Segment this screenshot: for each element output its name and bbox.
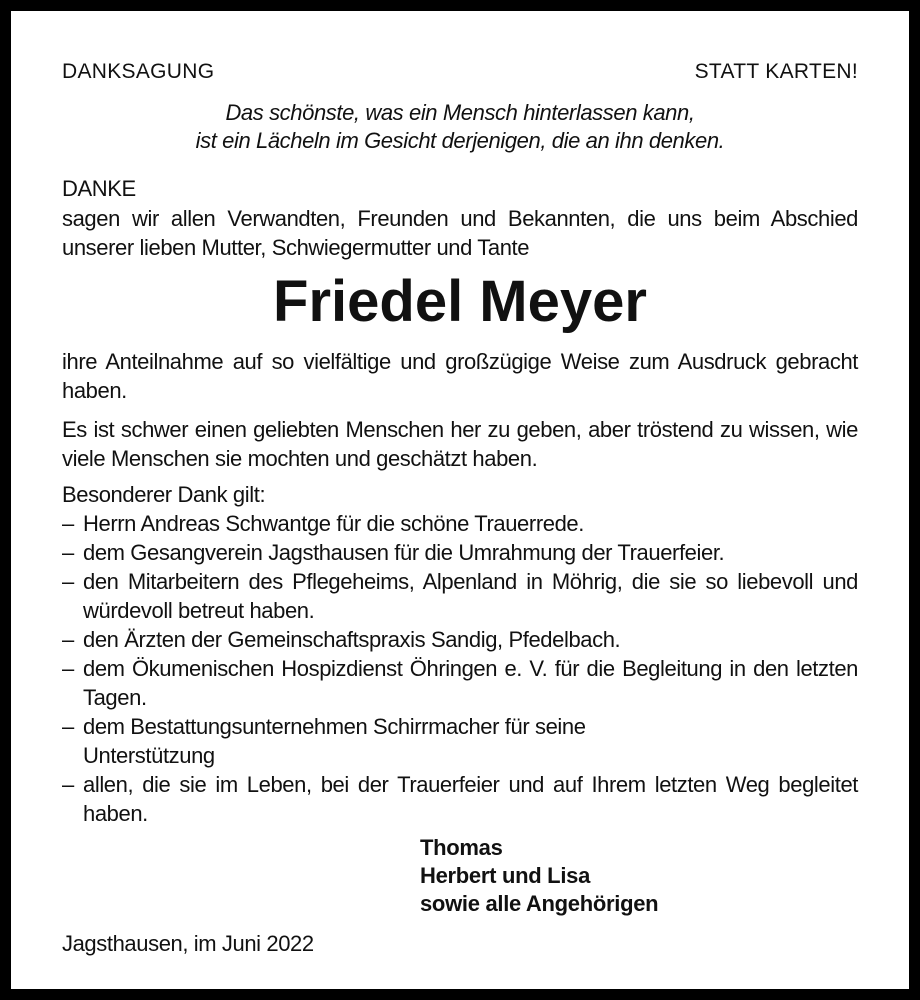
thanks-heading: Besonderer Dank gilt:: [62, 482, 266, 507]
list-item-text: allen, die sie im Leben, bei der Trauerfeier und auf Ihrem letzten Weg begleitet haben.: [83, 772, 858, 826]
dash: –: [62, 569, 74, 594]
list-item: [62, 654, 858, 712]
intro: [62, 174, 858, 262]
dash: –: [62, 656, 74, 681]
dash: –: [62, 511, 74, 536]
intro-text: sagen wir allen Verwandten, Freunden und Bekannten, die uns beim Abschied unserer lieben Mutter, Schwiegermutter und Tante: [62, 206, 858, 260]
paragraph: Es ist schwer einen geliebten Menschen her zu geben, aber tröstend zu wissen, wie viele Menschen sie mochten und geschätzt haben.: [62, 417, 858, 471]
thanks-list: [62, 509, 858, 828]
list-item-text: Herrn Andreas Schwantge für die schöne Trauerrede.: [83, 511, 584, 536]
dash: –: [62, 540, 74, 565]
signature-line: sowie alle Angehörigen: [420, 891, 659, 916]
list-item: [62, 567, 858, 625]
list-item-text: den Mitarbeitern des Pflegeheims, Alpenland in Möhrig, die sie so liebevoll und würdevoll betreut haben.: [83, 569, 858, 623]
quote: [62, 99, 858, 155]
notice-page: [11, 11, 909, 989]
list-item: [62, 625, 858, 654]
deceased-name: Friedel Meyer: [273, 269, 647, 334]
list-item-text: dem Ökumenischen Hospizdienst Öhringen e. V. für die Begleitung in den letzten Tagen.: [83, 656, 858, 710]
list-item-text: dem Bestattungsunternehmen Schirrmacher für seine Unterstützung: [83, 714, 586, 768]
list-item: [62, 538, 858, 567]
thanks-section: [62, 480, 858, 828]
signature-line: Herbert und Lisa: [420, 863, 591, 888]
list-item-text: den Ärzten der Gemeinschaftspraxis Sandig, Pfedelbach.: [83, 627, 621, 652]
quote-line: Das schönste, was ein Mensch hinterlassen kann,: [225, 100, 695, 125]
list-item: [62, 509, 858, 538]
paragraph: ihre Anteilnahme auf so vielfältige und großzügige Weise zum Ausdruck gebracht haben.: [62, 349, 858, 403]
list-item-text: dem Gesangverein Jagsthausen für die Umrahmung der Trauerfeier.: [83, 540, 725, 565]
signatures: [420, 834, 658, 918]
header: [62, 57, 858, 86]
dash: –: [62, 772, 74, 797]
place-date: Jagsthausen, im Juni 2022: [62, 931, 314, 956]
dash: –: [62, 627, 74, 652]
dash: –: [62, 714, 74, 739]
header-title: DANKSAGUNG: [62, 60, 215, 83]
list-item: [62, 770, 858, 828]
header-note: STATT KARTEN!: [694, 60, 858, 83]
intro-heading: DANKE: [62, 176, 136, 201]
quote-line: ist ein Lächeln im Gesicht derjenigen, die an ihn denken.: [195, 128, 725, 153]
signature-line: Thomas: [420, 835, 503, 860]
list-item: [62, 712, 858, 770]
